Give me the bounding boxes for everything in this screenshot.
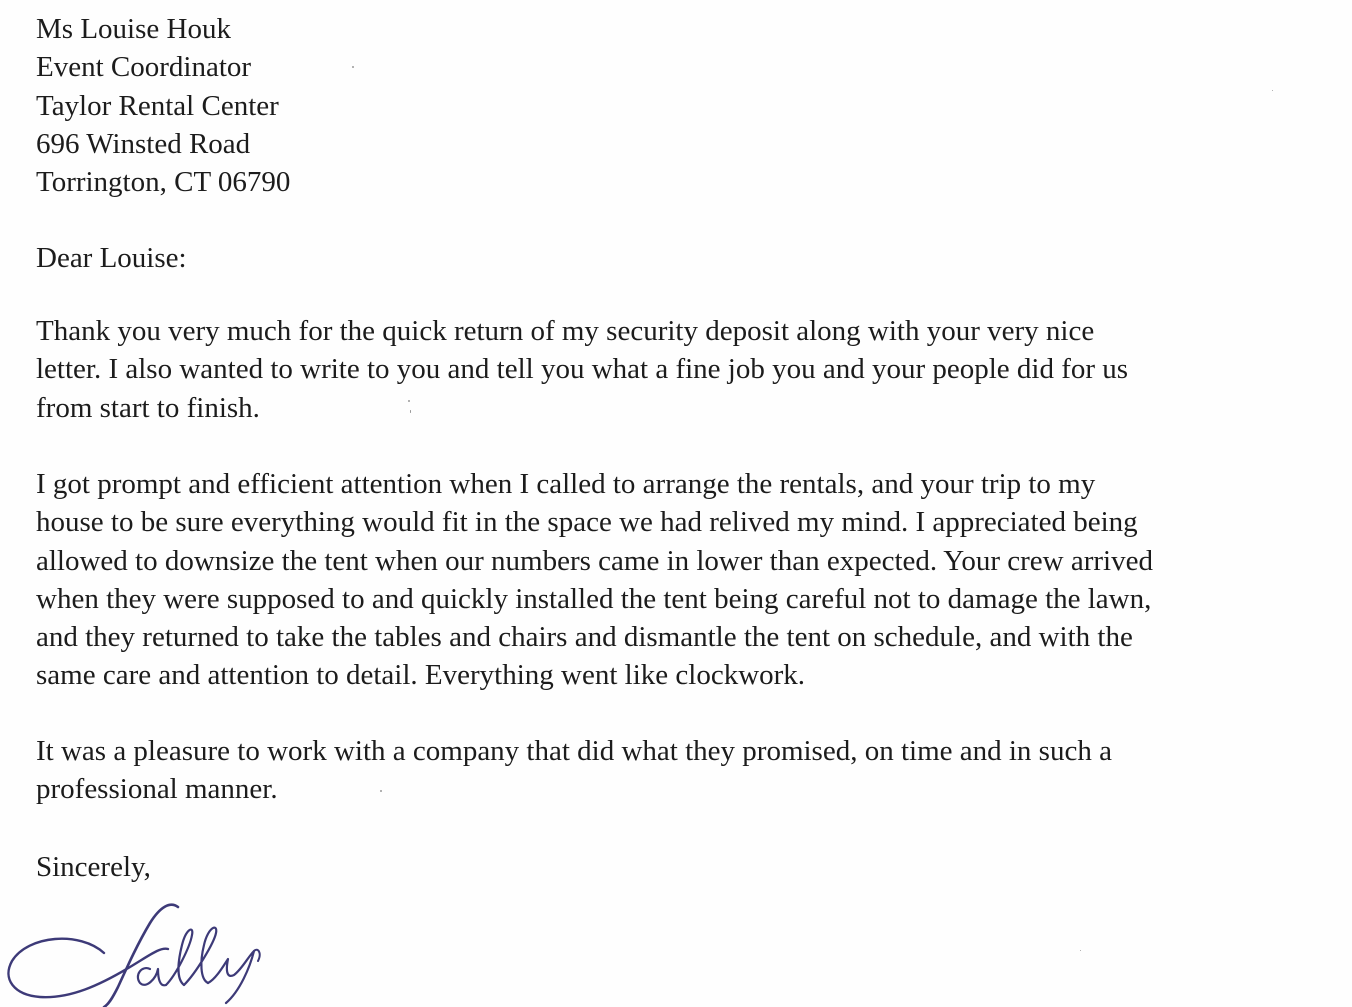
paragraph-line: Thank you very much for the quick return of my security deposit along with your very nice <box>36 315 1095 347</box>
paragraph-line: from start to finish. <box>36 391 260 424</box>
recipient-title: Event Coordinator <box>36 51 252 84</box>
paragraph-line: allowed to downsize the tent when our numbers came in lower than expected. Your crew arrived <box>36 544 1153 577</box>
scan-speck <box>408 400 410 402</box>
paragraph-line: when they were supposed to and quickly installed the tent being careful not to damage the lawn, <box>36 582 1152 615</box>
paragraph-line: It was a pleasure to work with a company that did what they promised, on time and in such a <box>36 735 1112 767</box>
scan-speck <box>352 66 354 68</box>
body-paragraph-1 <box>36 312 1346 427</box>
paragraph-line: letter. I also wanted to write to you and tell you what a fine job you and your people did for us <box>36 353 1129 386</box>
recipient-city-state-zip: Torrington, CT 06790 <box>36 166 291 199</box>
paragraph-line: and they returned to take the tables and chairs and dismantle the tent on schedule, and with the <box>36 621 1133 654</box>
paragraph-line: professional manner. <box>36 773 278 806</box>
body-paragraph-3 <box>36 732 1346 809</box>
handwritten-signature <box>0 895 300 1007</box>
recipient-street: 696 Winsted Road <box>36 127 251 160</box>
recipient-name: Ms Louise Houk <box>36 13 231 45</box>
paragraph-line: house to be sure everything would fit in the space we had relived my mind. I appreciated being <box>36 506 1138 539</box>
scan-speck <box>1080 950 1081 951</box>
salutation: Dear Louise: <box>36 242 187 274</box>
recipient-address <box>36 10 736 201</box>
recipient-company: Taylor Rental Center <box>36 89 279 122</box>
scan-speck <box>380 790 382 792</box>
paragraph-line: same care and attention to detail. Everything went like clockwork. <box>36 659 806 692</box>
scan-speck <box>1272 90 1273 91</box>
scan-speck <box>410 410 411 413</box>
body-paragraph-2 <box>36 465 1346 695</box>
paragraph-line: I got prompt and efficient attention when I called to arrange the rentals, and your trip to my <box>36 468 1096 500</box>
closing: Sincerely, <box>36 851 151 883</box>
